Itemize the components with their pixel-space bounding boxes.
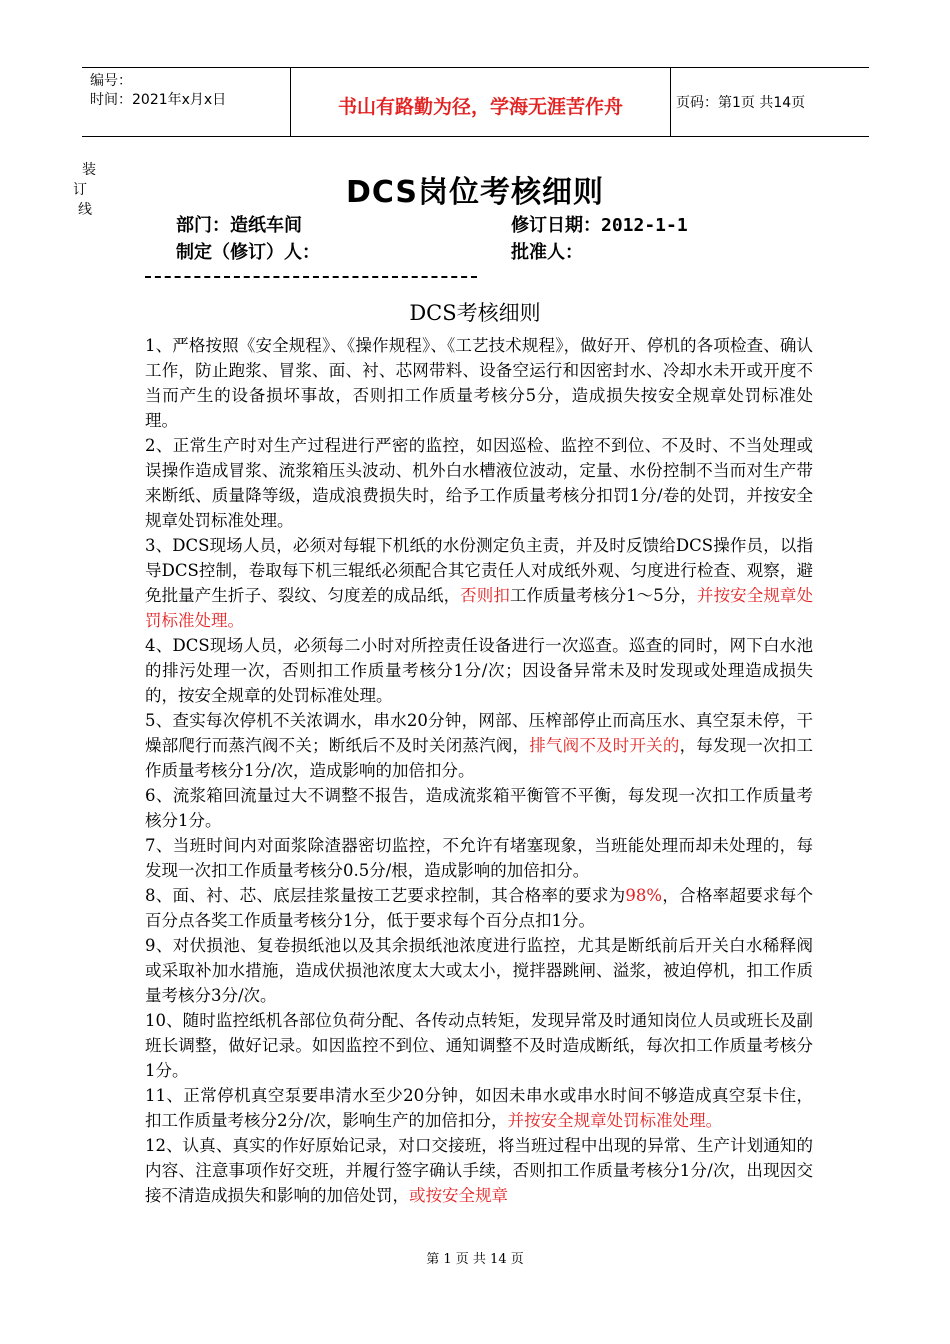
rule-paragraph: 8、面、衬、芯、底层挂浆量按工艺要求控制，其合格率的要求为98%，合格率超要求每个百分点各奖工作质量考核分1分，低于要求每个百分点扣1分。	[145, 886, 814, 930]
binding-char: 订	[73, 182, 87, 198]
binding-char: 装	[82, 162, 96, 178]
doc-number-label: 编号：	[90, 73, 132, 89]
header-motto: 书山有路勤为径，学海无涯苦作舟	[291, 68, 671, 136]
rule-paragraph: 4、DCS现场人员，必须每二小时对所控责任设备进行一次巡查。巡查的同时，网下白水池的排污处理一次，否则扣工作质量考核分1分/次；因设备异常未及时发现或处理造成损失的，按安全规章的处罚标准处理。	[145, 636, 813, 705]
approver-field: 批准人：	[511, 242, 583, 263]
rule-paragraph: 9、对伏损池、复卷损纸池以及其余损纸池浓度进行监控，尤其是断纸前后开关白水稀释阀或采取补加水措施，造成伏损池浓度太大或太小，搅拌器跳闸、溢浆，被迫停机，扣工作质量考核分3分/次。	[145, 936, 813, 1005]
dashed-divider	[145, 276, 477, 278]
header-page-info: 页码：第1页 共14页	[676, 95, 806, 111]
rule-paragraph: 6、流浆箱回流量过大不调整不报告，造成流浆箱平衡管不平衡，每发现一次扣工作质量考核分1分。	[145, 786, 813, 830]
rule-paragraph: 12、认真、真实的作好原始记录，对口交接班，将当班过程中出现的异常、生产计划通知的内容、注意事项作好交班，并履行签字确认手续，否则扣工作质量考核分1分/次，出现因交接不清造成损失和影响的加倍处罚，或按安全规章	[145, 1136, 813, 1205]
rule-paragraph: 3、DCS现场人员，必须对每辊下机纸的水份测定负主责，并及时反馈给DCS操作员，以指导DCS控制，卷取每下机三辊纸必须配合其它责任人对成纸外观、匀度进行检查、观察，避免批量产生折子、裂纹、匀度差的成品纸，否则扣工作质量考核分1～5分，并按安全规章处罚标准处理。	[145, 536, 814, 630]
department-field: 部门：造纸车间	[176, 215, 302, 236]
page-footer: 第 1 页 共 14 页	[426, 1252, 524, 1267]
revision-date-field: 修订日期：2012-1-1	[511, 215, 688, 236]
binding-char: 线	[78, 202, 92, 218]
rule-paragraph: 10、随时监控纸机各部位负荷分配、各传动点转矩，发现异常及时通知岗位人员或班长及副班长调整，做好记录。如因监控不到位、通知调整不及时造成断纸，每次扣工作质量考核分1分。	[145, 1011, 813, 1080]
author-field: 制定（修订）人：	[176, 242, 320, 263]
header-left-cell	[82, 68, 291, 136]
section-title: DCS考核细则	[409, 301, 541, 325]
rule-paragraph: 11、正常停机真空泵要串清水至少20分钟，如因未串水或串水时间不够造成真空泵卡住，扣工作质量考核分2分/次，影响生产的加倍扣分，并按安全规章处罚标准处理。	[145, 1086, 813, 1130]
rule-paragraph: 2、正常生产时对生产过程进行严密的监控，如因巡检、监控不到位、不及时、不当处理或误操作造成冒浆、流浆箱压头波动、机外白水槽液位波动，定量、水份控制不当而对生产带来断纸、质量降等级，造成浪费损失时，给予工作质量考核分扣罚1分/卷的处罚，并按安全规章处罚标准处理。	[145, 436, 813, 530]
rules-body	[145, 333, 813, 1208]
rule-paragraph: 7、当班时间内对面浆除渣器密切监控，不允许有堵塞现象，当班能处理而却未处理的，每发现一次扣工作质量考核分0.5分/根，造成影响的加倍扣分。	[145, 836, 813, 880]
page-header	[82, 67, 869, 137]
doc-time-label: 时间：2021年x月x日	[90, 92, 227, 108]
rule-paragraph: 5、查实每次停机不关浓调水，串水20分钟，网部、压榨部停止而高压水、真空泵未停，干燥部爬行而蒸汽阀不关；断纸后不及时关闭蒸汽阀，排气阀不及时开关的，每发现一次扣工作质量考核分1分/次，造成影响的加倍扣分。	[145, 711, 814, 780]
document-title: DCS岗位考核细则	[345, 175, 605, 210]
rule-paragraph: 1、严格按照《安全规程》、《操作规程》、《工艺技术规程》，做好开、停机的各项检查、确认工作，防止跑浆、冒浆、面、衬、芯网带料、设备空运行和因密封水、冷却水未开或开度不当而产生的设备损坏事故，否则扣工作质量考核分5分，造成损失按安全规章处罚标准处理。	[145, 336, 813, 430]
